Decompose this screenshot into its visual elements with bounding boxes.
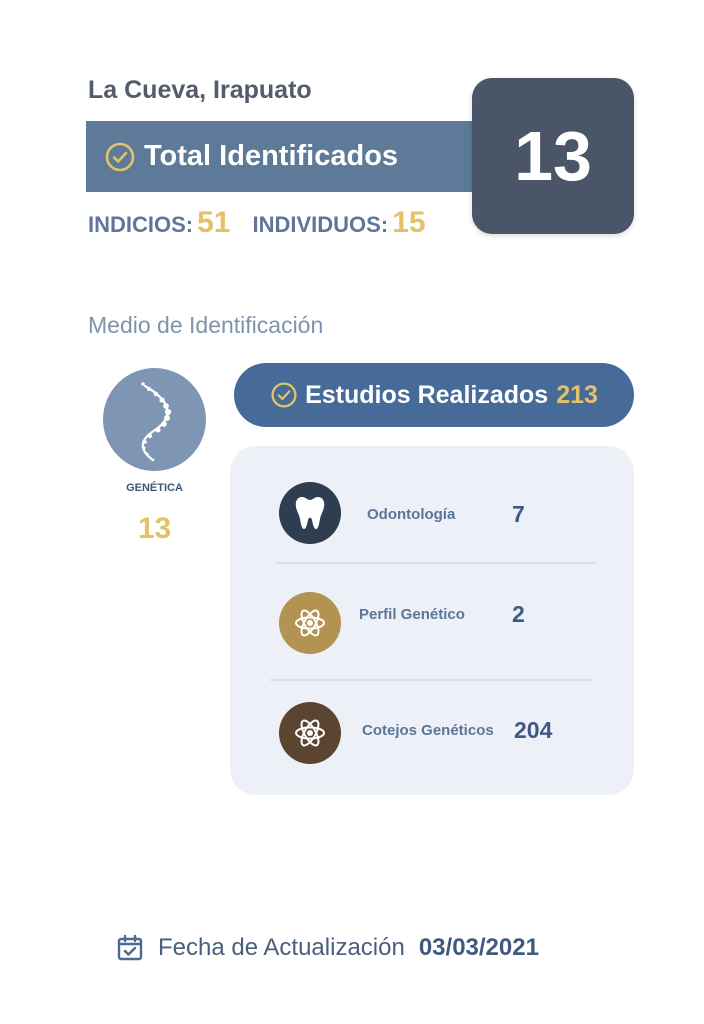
- genetica-badge: [103, 368, 206, 471]
- individuos-label: INDIVIDUOS:: [252, 212, 389, 237]
- calendar-check-icon: [116, 934, 144, 962]
- estudios-realizados-label: Estudios Realizados: [305, 380, 549, 409]
- cotejos-geneticos-badge: [279, 702, 341, 764]
- tooth-icon: [293, 494, 327, 532]
- total-identificados-label: Total Identificados: [144, 140, 399, 172]
- indicios-value: 51: [197, 206, 231, 239]
- fecha-actualizacion: [116, 934, 539, 962]
- odontologia-label: Odontología: [367, 506, 456, 523]
- genetica-value: 13: [137, 512, 172, 545]
- check-circle-icon: [104, 141, 136, 173]
- total-identificados-banner: [86, 121, 478, 192]
- cotejos-geneticos-value: 204: [514, 717, 553, 743]
- odontologia-value: 7: [512, 501, 525, 527]
- stats-row: [88, 206, 426, 240]
- estudios-realizados-pill: [234, 363, 634, 427]
- section-title: Medio de Identificación: [88, 312, 324, 338]
- perfil-genetico-badge: [279, 592, 341, 654]
- perfil-genetico-label: Perfil Genético: [359, 606, 465, 623]
- indicios-label: INDICIOS:: [88, 212, 194, 237]
- individuos-value: 15: [392, 206, 426, 239]
- location-title: La Cueva, Irapuato: [88, 76, 312, 104]
- perfil-genetico-value: 2: [512, 601, 525, 627]
- odontologia-badge: [279, 482, 341, 544]
- estudios-realizados-value: 213: [556, 380, 598, 409]
- total-identificados-value: 13: [472, 78, 634, 234]
- atom-icon: [291, 714, 329, 752]
- genetica-label: GENÉTICA: [126, 482, 183, 494]
- dna-icon: [103, 368, 206, 471]
- row-divider: [276, 562, 596, 564]
- fecha-label: Fecha de Actualización: [158, 934, 405, 961]
- atom-icon: [291, 604, 329, 642]
- cotejos-geneticos-label: Cotejos Genéticos: [362, 722, 494, 739]
- check-circle-icon: [270, 381, 298, 409]
- row-divider: [270, 679, 592, 681]
- fecha-value: 03/03/2021: [418, 934, 539, 961]
